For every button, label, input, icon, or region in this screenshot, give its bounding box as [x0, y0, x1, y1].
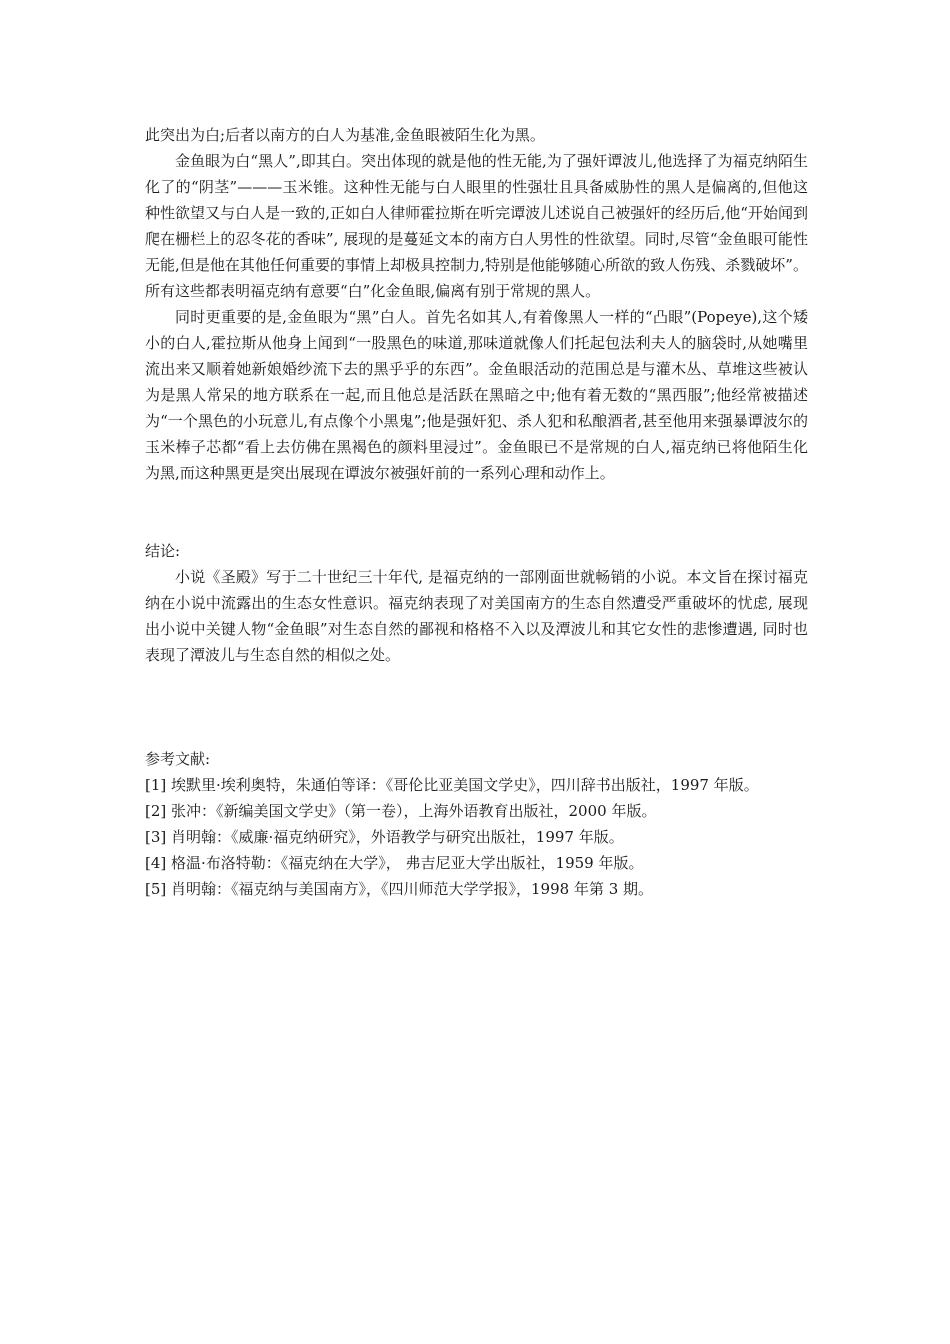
reference-item: [5] 肖明翰：《福克纳与美国南方》，《四川师范大学学报》，1998 年第 3 期。 — [145, 880, 654, 898]
references-heading: 参考文献: — [145, 750, 211, 768]
conclusion-heading: 结论: — [145, 542, 181, 560]
reference-item: [4] 格温·布洛特勒：《福克纳在大学》， 弗吉尼亚大学出版社，1959 年版。 — [145, 854, 644, 872]
body-paragraph: 此突出为白;后者以南方的白人为基准,金鱼眼被陌生化为黑。 — [145, 126, 545, 144]
reference-list — [145, 772, 808, 902]
conclusion-paragraph: 小说《圣殿》写于二十世纪三十年代, 是福克纳的一部刚面世就畅销的小说。本文旨在探讨福克纳在小说中流露出的生态女性意识。福克纳表现了对美国南方的生态自然遭受严重破坏的忧虑, 展现出小说中关键人物“金鱼眼”对生态自然的鄙视和格格不入以及潭波儿和其它女性的悲惨遭遇, 同时也表现了潭波儿与生态自然的相似之处。 — [145, 568, 808, 664]
reference-item: [1] 埃默里·埃利奥特，朱通伯等译：《哥伦比亚美国文学史》，四川辞书出版社，1997 年版。 — [145, 776, 759, 794]
reference-item: [3] 肖明翰：《威廉·福克纳研究》，外语教学与研究出版社，1997 年版。 — [145, 828, 624, 846]
section-spacer — [145, 486, 808, 538]
document-page — [145, 122, 808, 902]
body-paragraph: 同时更重要的是,金鱼眼为“黑”白人。首先名如其人,有着像黑人一样的“凸眼”(Popeye),这个矮小的白人,霍拉斯从他身上闻到“一股黑色的味道,那味道就像人们托起包法利夫人的脑袋时,从她嘴里流出来又顺着她新娘婚纱流下去的黑乎乎的东西”。金鱼眼活动的范围总是与灌木丛、草堆这些被认为是黑人常呆的地方联系在一起,而且他总是活跃在黑暗之中;他有着无数的“黑西服”;他经常被描述为“一个黑色的小玩意儿,有点像个小黑鬼”;他是强奸犯、杀人犯和私酿酒者,甚至他用来强暴谭波尔的玉米棒子芯都“看上去仿佛在黑褐色的颜料里浸过”。金鱼眼已不是常规的白人,福克纳已将他陌生化为黑,而这种黑更是突出展现在谭波尔被强奸前的一系列心理和动作上。 — [145, 308, 808, 482]
section-spacer — [145, 668, 808, 746]
reference-item: [2] 张冲：《新编美国文学史》（第一卷），上海外语教育出版社，2000 年版。 — [145, 802, 657, 820]
body-paragraph: 金鱼眼为白“黑人”,即其白。突出体现的就是他的性无能,为了强奸谭波儿,他选择了为福克纳陌生化了的“阴茎”———玉米锥。这种性无能与白人眼里的性强壮且具备威胁性的黑人是偏离的,但他这种性欲望又与白人是一致的,正如白人律师霍拉斯在听完谭波儿述说自己被强奸的经历后,他“开始闻到爬在栅栏上的忍冬花的香味”, 展现的是蔓延文本的南方白人男性的性欲望。同时,尽管“金鱼眼可能性无能,但是他在其他任何重要的事情上却极具控制力,特别是他能够随心所欲的致人伤残、杀戮破坏”。所有这些都表明福克纳有意要“白”化金鱼眼,偏离有别于常规的黑人。 — [145, 152, 808, 300]
